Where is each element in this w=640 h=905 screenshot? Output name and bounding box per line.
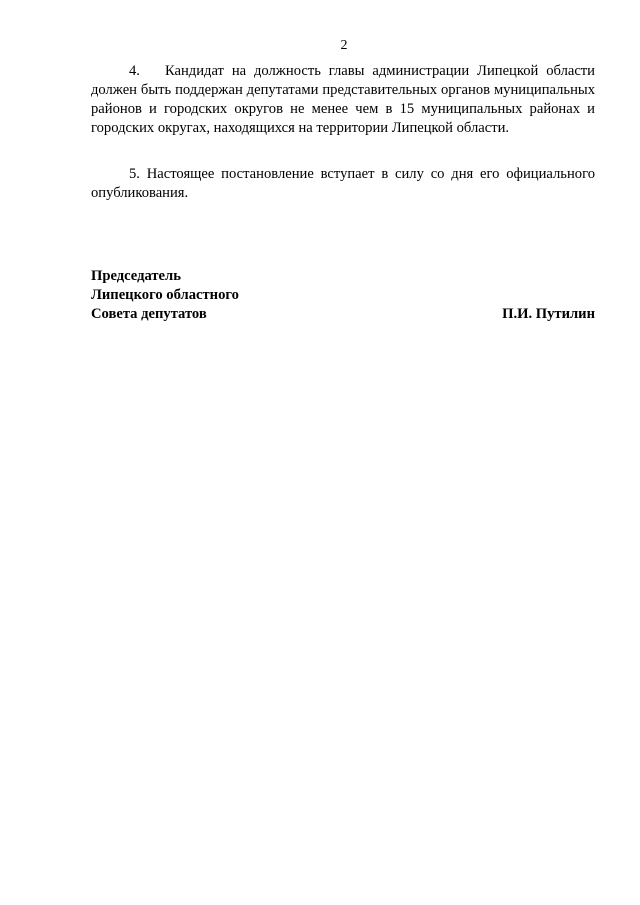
paragraph-5-text: 5. Настоящее постановление вступает в силу со дня его официального опубликования. [91, 166, 595, 201]
signature-title-line-2: Липецкого областного [91, 287, 239, 303]
paragraph-4-text: Кандидат на должность главы администрации Липецкой области должен быть поддержан депутатами представительных органов муниципальных районов и городских округов не менее чем в 15 муниципальных районах и городских округах, находящихся на территории Липецкой области. [91, 63, 595, 136]
signature-title-line-1: Председатель [91, 268, 181, 284]
signature-block [91, 267, 595, 324]
signatory-name: П.И. Путилин [502, 306, 595, 322]
paragraph-4-number: 4. [129, 63, 140, 79]
paragraph-5 [91, 165, 595, 203]
page-number: 2 [340, 38, 348, 53]
signature-title-line-3: Совета депутатов [91, 306, 207, 322]
paragraph-4 [91, 62, 595, 138]
